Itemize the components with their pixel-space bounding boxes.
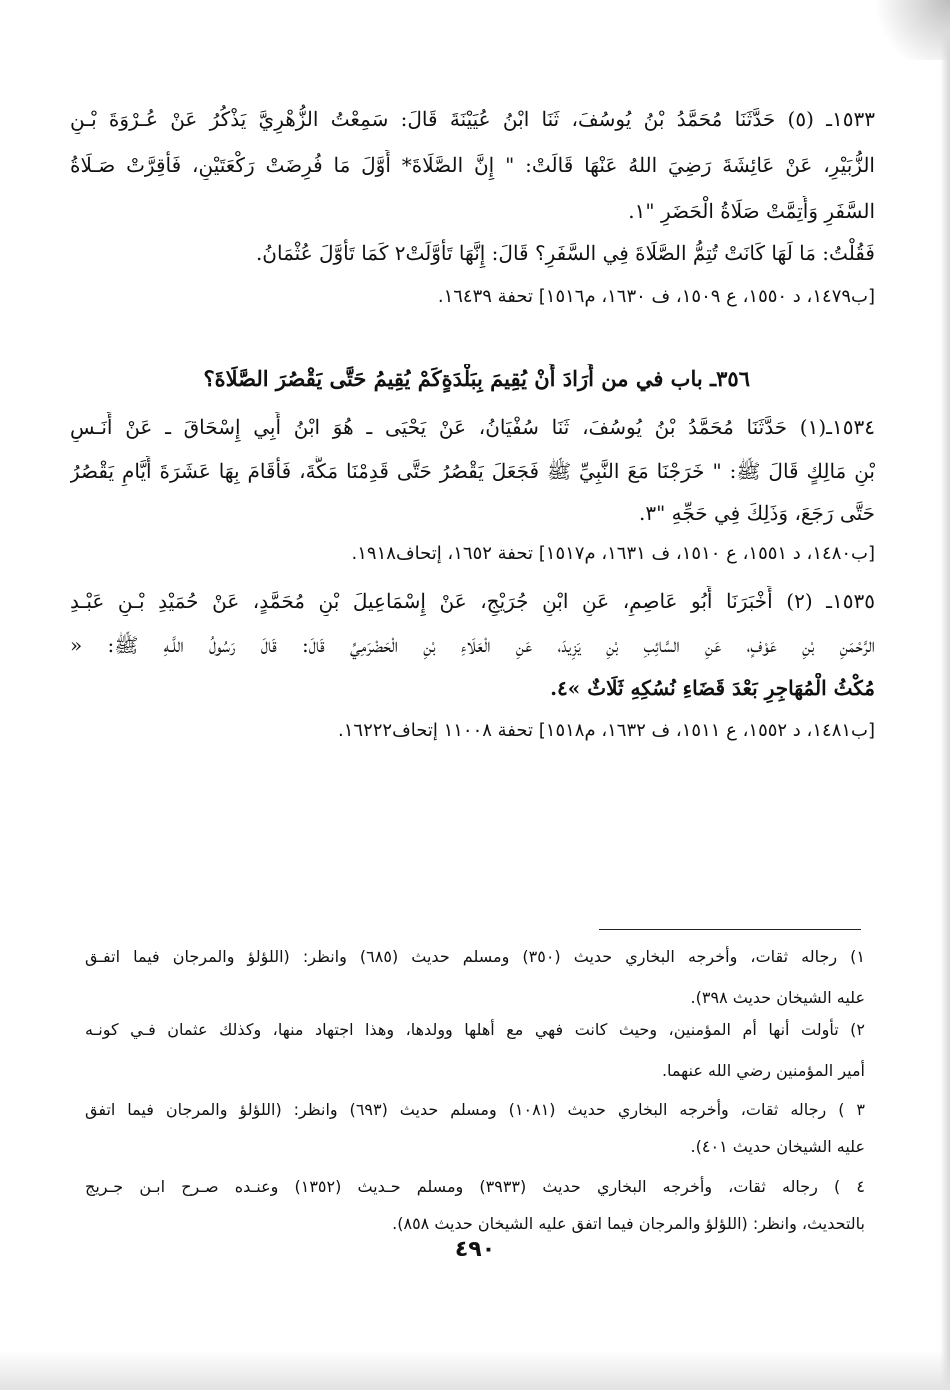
footnote-2-line-2: أمير المؤمنين رضي الله عنهما.	[661, 1061, 865, 1080]
page-number: ٤٩٠	[454, 1237, 496, 1262]
footnote-2-line-1: ٢) تأولت أنها أم المؤمنين، وحيث كانت فهي مع أهلها وولدها، وهذا اجتهاد منها، وكذلك عثمان فـي كونـه	[85, 1020, 865, 1039]
hadith-1533-references: [ب١٤٧٩، د ١٥٥٠، ع ١٥٠٩، ف ١٦٣٠، م١٥١٦] تحفة ١٦٤٣٩.	[437, 286, 875, 307]
hadith-1533-line-4: فَقُلْتُ: مَا لَهَا كَانَتْ تُتِمُّ الصَّلَاةَ فِي السَّفَرِ؟ قَالَ: إِنَّهَا تَأَوَّلَتْ٢ كَمَا تَأَوَّلَ عُثْمَانُ.	[255, 241, 875, 265]
hadith-1533-line-3: السَّفَرِ وَأُتِمَّتْ صَلَاةُ الْحَضَرِ "١.	[628, 199, 875, 223]
hadith-1534-line-1: ١٥٣٤ـ(١) حَدَّثَنَا مُحَمَّدُ بْنُ يُوسُفَ، ثَنَا سُفْيَانُ، عَنْ يَحْيَى ـ هُوَ ابْنُ أَبِي إِسْحَاقَ ـ عَنْ أَنَـسِ	[70, 415, 875, 439]
chapter-heading: ٣٥٦ـ باب في من أَرَادَ أَنْ يُقِيمَ بِبَلْدَةٍكَمْ يُقِيمُ حَتَّى يَقْصُرَ الصَّلَاةَ؟	[203, 366, 750, 391]
hadith-1534-line-2: بْنِ مَالِكٍ قَالَ ﷺ: " خَرَجْنَا مَعَ النَّبِيِّ ﷺ فَجَعَلَ يَقْصُرُ حَتَّى قَدِمْنَا مَكَّةَ، فَأَقَامَ بِهَا عَشَرَةَ أَيَّامٍ يَقْصُرُ	[70, 459, 875, 483]
scan-shadow-right	[940, 0, 950, 1390]
hadith-1533-line-1: ١٥٣٣ـ (٥) حَدَّثَنَا مُحَمَّدُ بْنُ يُوسُفَ، ثَنَا ابْنُ عُيَيْنَةَ قَالَ: سَمِعْتُ الزُّهْرِيَّ يَذْكُرُ عَنْ عُـرْوَةَ بْـنِ	[70, 107, 875, 131]
hadith-1533-line-2: الزُّبَيْرِ، عَنْ عَائِشَةَ رَضِيَ اللهُ عَنْهَا قَالَتْ: " إِنَّ الصَّلَاةَ* أَوَّلَ مَا فُرِضَتْ رَكْعَتَيْنِ، فَأُقِرَّتْ صَـلَاةُ	[70, 153, 875, 177]
footnote-3-line-1: ٣ ) رجاله ثقات، وأخرجه البخاري حديث (١٠٨١) ومسلم حديث (٦٩٣) وانظر: (اللؤلؤ والمرجان فيما اتفق	[85, 1100, 865, 1119]
hadith-1535-line-3: مُكْثُ الْمُهَاجِرِ بَعْدَ قَضَاءِ نُسُكِهِ ثَلَاثٌ »٤.	[550, 676, 875, 700]
footnote-1-line-2: عليه الشيخان حديث ٣٩٨).	[690, 988, 865, 1007]
footnote-4-line-2: بالتحديث، وانظر: (اللؤلؤ والمرجان فيما اتفق عليه الشيخان حديث ٨٥٨).	[392, 1214, 865, 1233]
footnote-3-line-2: عليه الشيخان حديث ٤٠١).	[690, 1137, 865, 1156]
footnote-4-line-1: ٤ ) رجاله ثقات، وأخرجه البخاري حديث (٣٩٣٣) ومسلم حـديث (١٣٥٢) وعنـده صـرح ابـن جـريج	[85, 1177, 865, 1196]
hadith-1534-references: [ب١٤٨٠، د ١٥٥١، ع ١٥١٠، ف ١٦٣١، م١٥١٧] تحفة ١٦٥٢، إتحاف١٩١٨.	[351, 543, 875, 564]
footnote-separator	[599, 929, 861, 930]
hadith-1534-line-3: حَتَّى رَجَعَ، وَذَلِكَ فِي حَجِّهِ "٣.	[638, 501, 875, 525]
hadith-1535-line-1: ١٥٣٥ـ (٢) أَخْبَرَنَا أَبُو عَاصِمٍ، عَنِ ابْنِ جُرَيْجٍ، عَنْ إِسْمَاعِيلَ بْنِ مُحَمَّدٍ، عَنْ حُمَيْدِ بْـنِ عَبْـدِ	[70, 589, 875, 613]
hadith-1535-line-2: الرَّحْمَنِ بْنِ عَوْفٍ، عَنِ السَّائِبِ بْنِ يَزِيدَ، عَنِ الْعَلَاءِ بْنِ الْحَضْرَمِيِّ قَالَ: قَالَ رَسُولُ اللَّـهِ ﷺ: «	[70, 633, 875, 657]
scan-shadow-corner	[870, 0, 950, 60]
hadith-1535-references: [ب١٤٨١، د ١٥٥٢، ع ١٥١١، ف ١٦٣٢، م١٥١٨] تحفة ١١٠٠٨ إتحاف١٦٢٢٢.	[338, 720, 875, 741]
footnote-1-line-1: ١) رجاله ثقات، وأخرجه البخاري حديث (٣٥٠) ومسلم حديث (٦٨٥) وانظر: (اللؤلؤ والمرجان فيما اتفـق	[85, 947, 865, 966]
scan-shadow-bottom	[0, 1350, 950, 1390]
